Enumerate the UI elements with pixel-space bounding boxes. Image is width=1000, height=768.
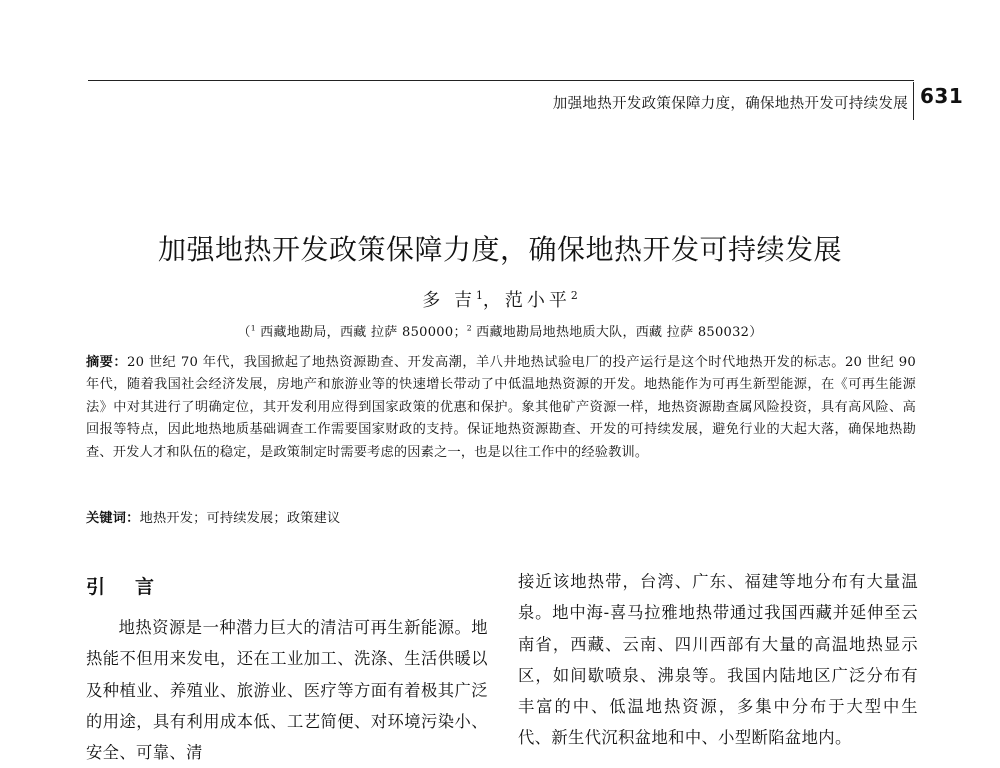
header-divider	[913, 82, 914, 120]
author-1-name: 多 吉	[422, 290, 476, 311]
author-2-name: 范小平	[504, 290, 571, 311]
author-2-mark: 2	[570, 289, 578, 302]
abstract	[86, 352, 916, 464]
abstract-label: 摘要：	[86, 355, 127, 370]
keywords-label: 关键词：	[86, 511, 140, 526]
affiliation-open-paren: （	[237, 325, 251, 340]
author-line	[0, 286, 1000, 312]
author-separator: ，	[482, 290, 505, 311]
affiliation-2-text: 西藏地勘局地热地质大队，西藏 拉萨 850032）	[471, 325, 763, 340]
running-header-title: 加强地热开发政策保障力度，确保地热开发可持续发展	[552, 96, 908, 112]
body-right-column: 接近该地热带，台湾、广东、福建等地分布有大量温泉。地中海-喜马拉雅地热带通过我国西藏并延伸至云南省，西藏、云南、四川西部有大量的高温地热显示区，如间歇喷泉、沸泉等。我国内陆地区广泛分布有丰富的中、低温地热资源，多集中分布于大型中生代、新生代沉积盆地和中、小型断陷盆地内。	[518, 572, 918, 748]
section-heading-introduction: 引言	[86, 576, 185, 598]
page-number: 631	[920, 84, 964, 108]
affiliation-line	[0, 321, 1000, 340]
keywords-text: 地热开发；可持续发展；政策建议	[139, 511, 341, 526]
abstract-text: 20 世纪 70 年代，我国掀起了地热资源勘查、开发高潮，羊八井地热试验电厂的投产运行是这个时代地热开发的标志。20 世纪 90 年代，随着我国社会经济发展，房地产和旅游业等的快速增长带动了中低温地热资源的开发。地热能作为可再生新型能源，在《可再生能源法》中对其进行了明确定位，其开发利用应得到国家政策的优惠和保护。象其他矿产资源一样，地热资源勘查属风险投资，具有高风险、高回报等特点，因此地热地质基础调查工作需要国家财政的支持。保证地热资源勘查、开发的可持续发展，避免行业的大起大落，确保地热勘查、开发人才和队伍的稳定，是政策制定时需要考虑的因素之一，也是以往工作中的经验教训。	[86, 355, 916, 460]
keywords	[86, 508, 916, 530]
header-rule	[88, 80, 914, 81]
article-title: 加强地热开发政策保障力度，确保地热开发可持续发展	[157, 233, 842, 266]
affiliation-2-mark: 2	[466, 323, 472, 333]
author-1-mark: 1	[475, 289, 483, 302]
affiliation-1-mark: 1	[250, 323, 256, 333]
body-left-column: 地热资源是一种潜力巨大的清洁可再生新能源。地热能不但用来发电，还在工业加工、洗涤、生活供暖以及种植业、养殖业、旅游业、医疗等方面有着极其广泛的用途，具有利用成本低、工艺简便、对环境污染小、安全、可靠、清	[86, 618, 488, 763]
affiliation-1-text: 西藏地勘局，西藏 拉萨 850000；	[255, 325, 467, 340]
